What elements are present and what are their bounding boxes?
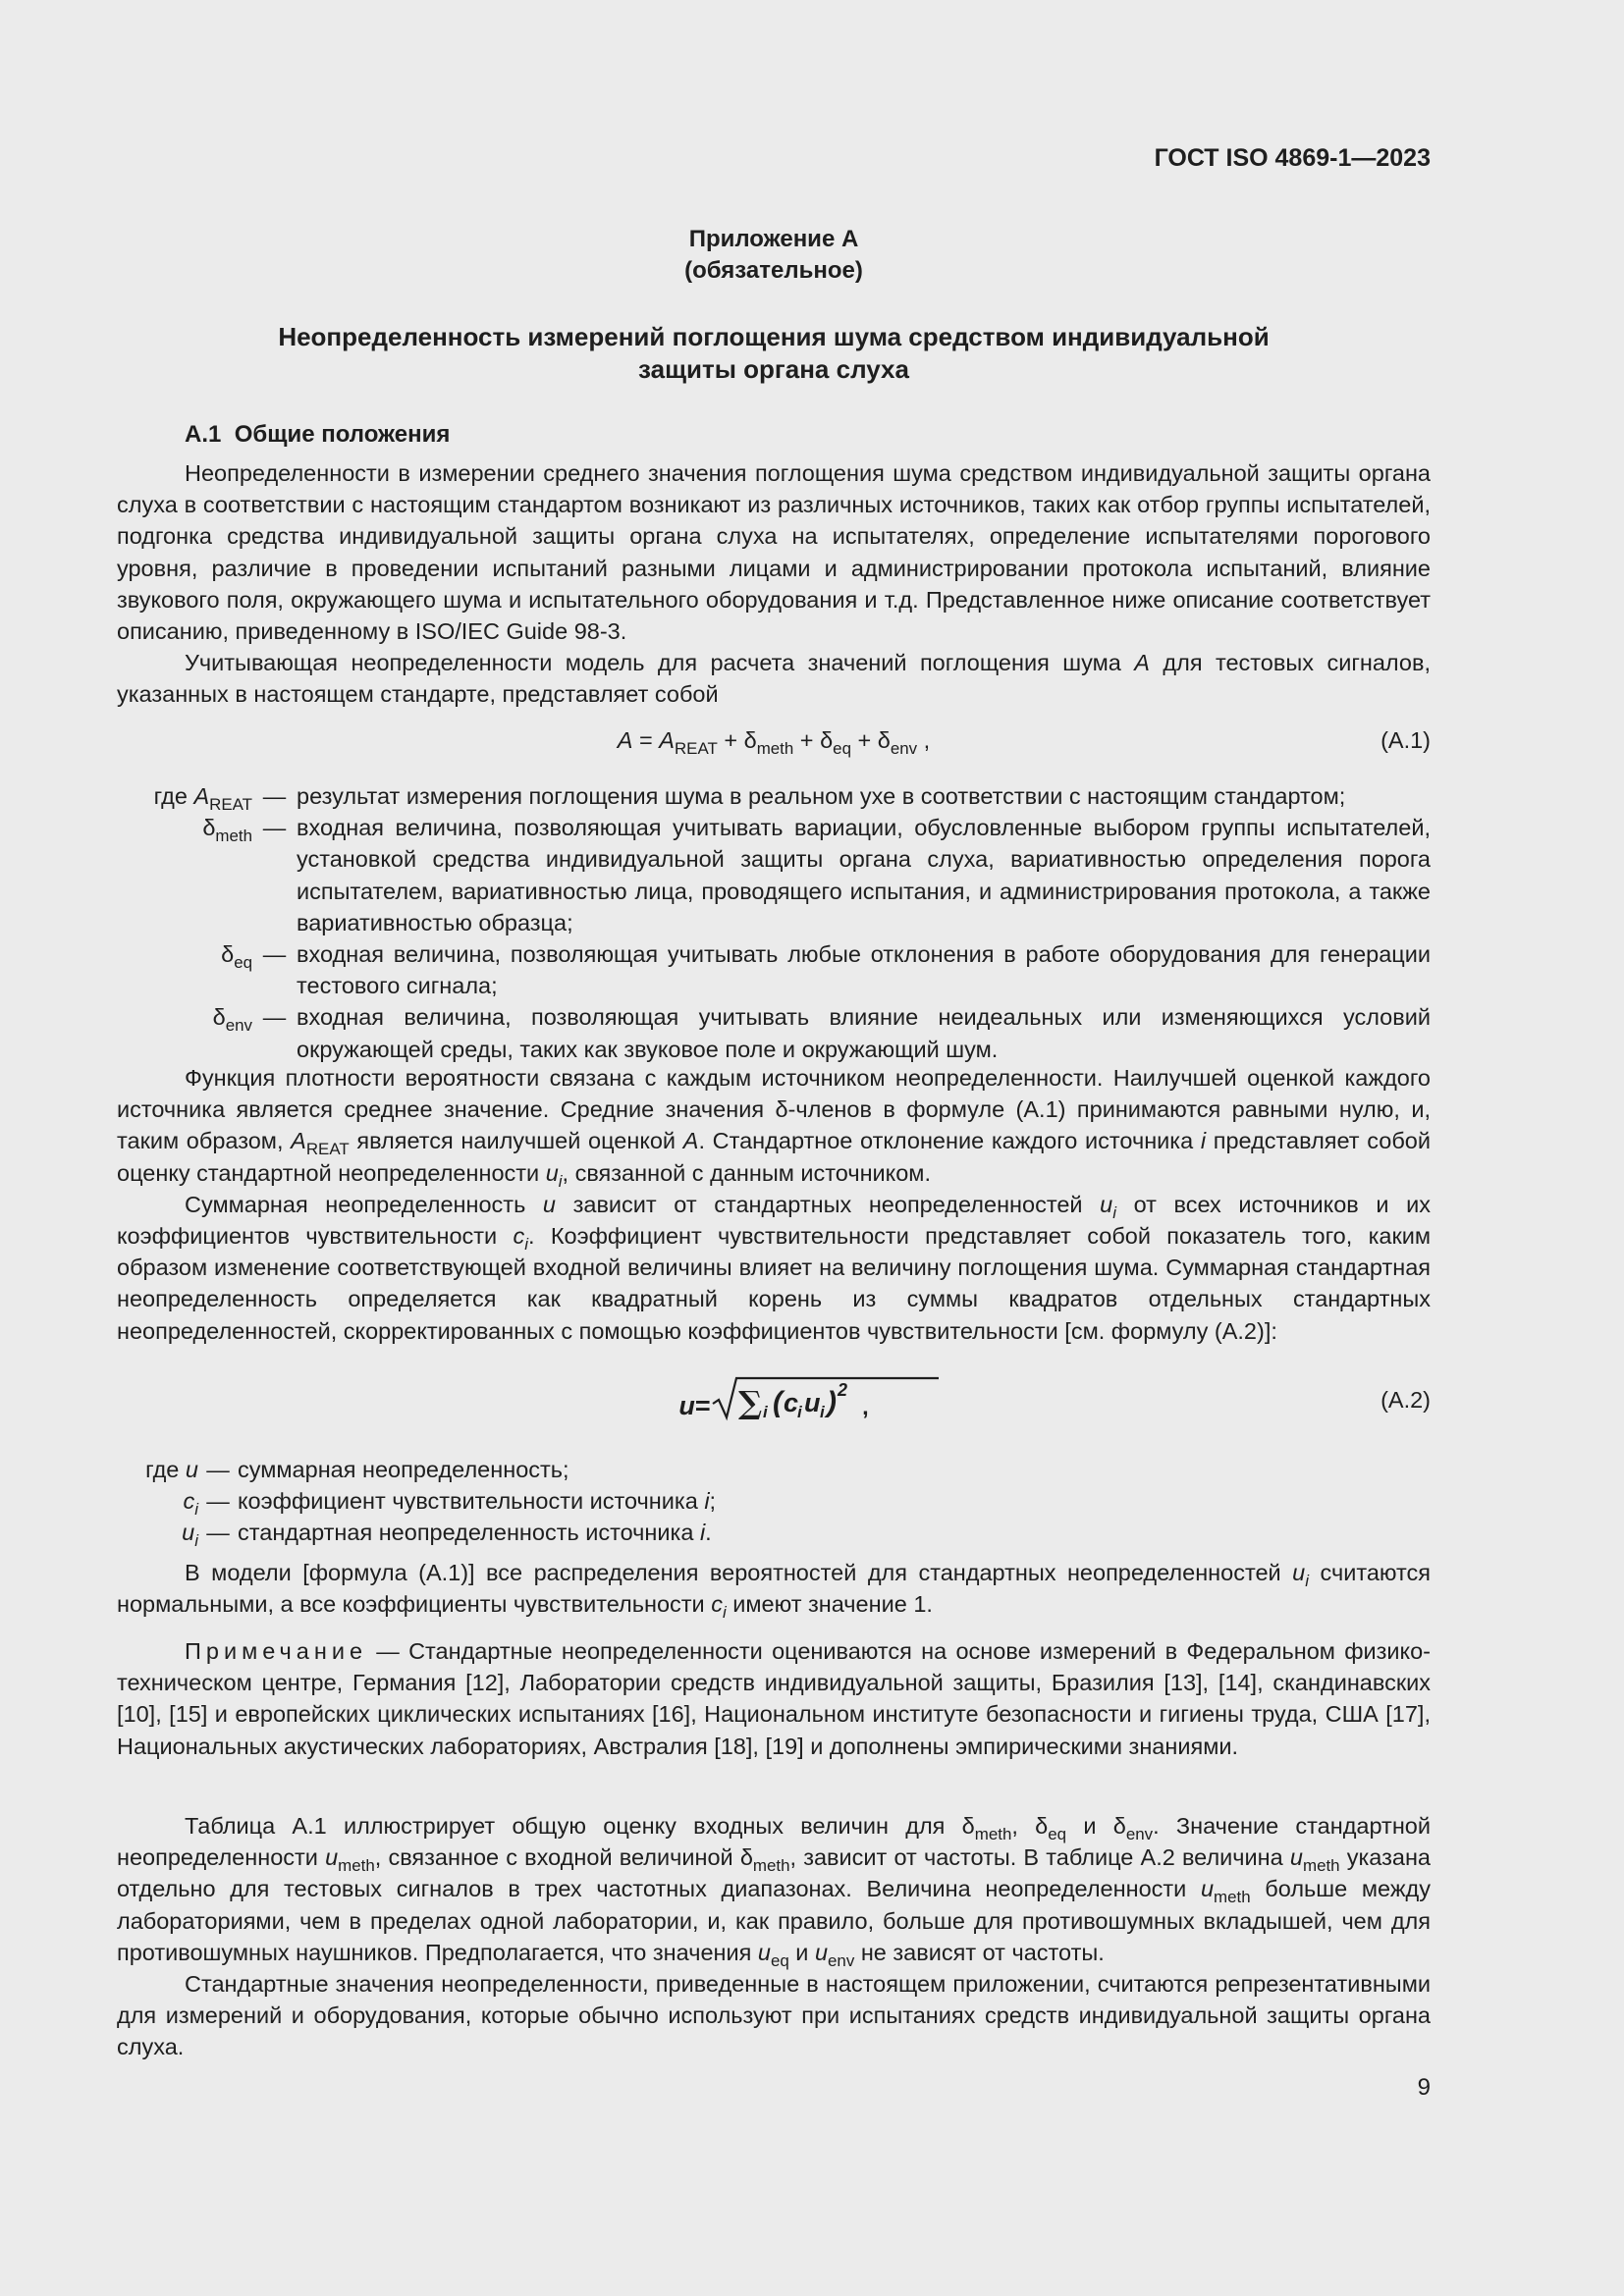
svg-text:i: i: [796, 1403, 802, 1421]
svg-text:c: c: [783, 1388, 798, 1417]
paragraph-table-ref: Таблица А.1 иллюстрирует общую оценку входных величин для $\delta_{meth}$, $\delta_{eq}$ и $\delta_{env}$. Значение стандартной неопределенности $u_{meth}$, связанное с входной величиной $\delta_{meth}$, зависит от частоты. В таблице А.2 величина $u_{meth}$ указана отдельно для тестовых сигналов в трех частотных диапазонах. Величина неопределенности $u_{meth}$ больше между лабораториями, чем в пределах одной лаборатории, и, как правило, больше для противошумных вкладышей, чем для противошумных наушников. Предполагается, что значения $u_{eq}$ и $u_{env}$ не зависят от частоты.: [117, 1813, 1432, 1970]
appendix-status: (обязательное): [684, 257, 863, 284]
definition-u: где u — суммарная неопределенность;: [145, 1457, 569, 1482]
svg-text:): ): [826, 1386, 837, 1418]
appendix-title-line1: Неопределенность измерений поглощения шума средством индивидуальной: [278, 322, 1270, 351]
appendix-label: Приложение А: [688, 226, 859, 252]
definition-areat: где $A_{REAT}$ — результат измерения поглощения шума в реальном ухе в соответствии с настоящим стандартом;: [153, 783, 1346, 814]
section-number: А.1: [185, 421, 222, 448]
definition-ci: $c_i$ — коэффициент чувствительности источника i;: [183, 1488, 717, 1520]
paragraph-sources: Неопределенности в измерении среднего значения поглощения шума средством индивидуальной защиты органа слуха в соответствии с настоящим стандартом возникают из различных источников, таких как отбор группы испытателей, подгонка средства индивидуальной защиты органа слуха на испытателях, определение испытателями порогового уровня, различие в проведении испытаний разными лицами и администрировании протокола испытаний, влияние звукового поля, окружающего шума и испытательного оборудования и т.д. Представленное ниже описание соответствует описанию, приведенному в ISO/IEC Guide 98-3.: [117, 460, 1431, 645]
sigma-glyph: ∑: [737, 1384, 762, 1421]
formula-a1: [117, 724, 1431, 760]
formula-a2-expression: u = ∑ i ( c i u i ) 2 ,: [117, 1374, 1431, 1422]
table-ref-block: [117, 1810, 1431, 2063]
definition-delta-meth: $\delta_{meth}$ — входная величина, позволяющая учитывать вариации, обусловленные выбором группы испытателей, установкой средства индивидуальной защиты органа слуха, вариативностью определения порога испытателем, вариативностью лица, проводящего испытания, и администрирования протокола, а также вариативностью образца;: [202, 815, 1431, 935]
uncertainty-block: [117, 1062, 1431, 1347]
note-label: Примечание: [185, 1638, 368, 1664]
definition-delta-env: $\delta_{env}$ — входная величина, позволяющая учитывать влияние неидеальных или изменяющихся условий окружающей среды, таких как звуковое поле и окружающий шум.: [212, 1004, 1431, 1062]
model-distributions-block: [117, 1557, 1431, 1623]
svg-text:2: 2: [837, 1380, 847, 1400]
paragraph-probability: Функция плотности вероятности связана с каждым источником неопределенности. Наилучшей оценкой каждого источника является среднее значение. Средние значения δ-членов в формуле (А.1) принимаются равными нулю, и, таким образом, $A_{REAT}$ является наилучшей оценкой A. Стандартное отклонение каждого источника i представляет собой оценку стандартной неопределенности $u_i$, связанной с данным источником.: [117, 1065, 1431, 1191]
appendix-title-line2: защиты органа слуха: [638, 354, 909, 384]
document-code: ГОСТ ISO 4869-1—2023: [1154, 144, 1431, 172]
appendix-title: [117, 321, 1431, 386]
svg-text:i: i: [762, 1403, 768, 1421]
where-list-a1: [117, 780, 1431, 1065]
paragraph-combined: Суммарная неопределенность u зависит от стандартных неопределенностей $u_i$ от всех источников и их коэффициентов чувствительности $c_i$. Коэффициент чувствительности представляет собой показатель того, каким образом изменение соответствующей входной величины влияет на величину поглощения шума. Суммарная стандартная неопределенность определяется как квадратный корень из суммы квадратов отдельных стандартных неопределенностей, скорректированных с помощью коэффициентов чувствительности [см. формулу (А.2)]:: [117, 1191, 1432, 1344]
svg-text:u: u: [803, 1388, 821, 1417]
section-heading: [185, 419, 450, 451]
sqrt-symbol: [711, 1374, 966, 1421]
note-text: Примечание — Стандартные неопределенности оцениваются на основе измерений в Федеральном физико-техническом центре, Германия [12], Лаборатории средств индивидуальной защиты, Бразилия [13], [14], скандинавских [10], [15] и европейских циклических испытаниях [16], Национальном институте безопасности и гигиены труда, США [17], Национальных акустических лабораториях, Австралия [18], [19] и дополнены эмпирическими знаниями.: [117, 1638, 1431, 1759]
formula-a2-number: (А.2): [1380, 1387, 1431, 1413]
formula-a2: [117, 1374, 1431, 1423]
section-title: Общие положения: [234, 421, 451, 448]
note-block: [117, 1635, 1431, 1762]
definition-delta-eq: $\delta_{eq}$ — входная величина, позволяющая учитывать любые отклонения в работе оборудования для генерации тестового сигнала;: [221, 941, 1431, 999]
paragraph-distributions: В модели [формула (А.1)] все распределения вероятностей для стандартных неопределенностей $u_i$ считаются нормальными, а все коэффициенты чувствительности $c_i$ имеют значение 1.: [117, 1560, 1431, 1623]
svg-text:(: (: [772, 1386, 783, 1418]
formula-a1-expression: $A = A_{REAT} + \delta_{meth} + \delta_{eq} + \delta_{env}$ ,: [617, 727, 931, 758]
intro-block: [117, 457, 1431, 711]
paragraph-representative: Стандартные значения неопределенности, приведенные в настоящем приложении, считаются репрезентативными для измерений и оборудования, которые обычно используют при испытаниях средств индивидуальной защиты органа слуха.: [117, 1971, 1431, 2060]
where-list-a2: [117, 1454, 1431, 1549]
definition-ui: $u_i$ — стандартная неопределенность источника i.: [182, 1520, 712, 1551]
page-number: 9: [1417, 2074, 1431, 2101]
svg-text:i: i: [819, 1403, 825, 1421]
paragraph-model: Учитывающая неопределенности модель для расчета значений поглощения шума A для тестовых сигналов, указанных в настоящем стандарте, представляет собой: [117, 650, 1431, 708]
formula-a1-number: (А.1): [1380, 727, 1431, 753]
